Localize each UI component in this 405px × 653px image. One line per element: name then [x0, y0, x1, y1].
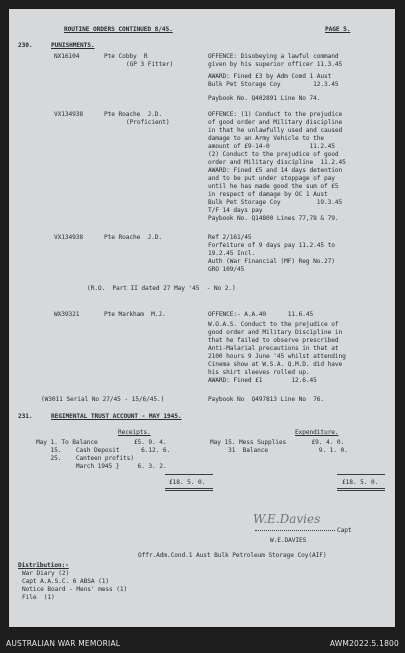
entry-4-line: Cinema show at W.S.A. Q.M.D. did have — [208, 361, 343, 368]
entry-2-line: order and Military discipline 11.2.45 — [208, 159, 346, 166]
entry-3-line: GRO 109/45 — [208, 266, 245, 273]
entry-3-line: Auth (War Financial (MF) Reg No.27) — [208, 258, 335, 265]
receipt-row: May 1. To Balance £5. 9. 4. — [36, 439, 167, 446]
section-230-number: 230. — [18, 42, 33, 49]
entry-2-line: AWARD: Fined £5 and 14 days detention — [208, 167, 343, 174]
entry-1-paybook: Paybook No. Q402891 Line No 74. — [208, 95, 321, 102]
receipt-row: March 1945 } 6. 3. 2. — [36, 463, 167, 470]
entry-4-line: good order and Military Discipline in — [208, 329, 343, 336]
expenditure-row: 31 Balance 9. 1. 0. — [210, 447, 348, 454]
distribution-heading: Distribution:- — [18, 562, 69, 569]
entry-3-line: Ref 2/161/45 — [208, 234, 252, 241]
entry-1-line: AWARD: Fined £3 by Adm Comd 1 Aust — [208, 73, 332, 80]
entry-4-line: OFFENCE:- A.A.40 11.6.45 — [208, 311, 314, 318]
entry-3-line: Forfeiture of 9 days pay 11.2.45 to — [208, 242, 335, 249]
entry-4-paybook: Paybook No Q497813 Line No 76. — [208, 396, 325, 403]
entry-2-number: VX134938 — [54, 111, 84, 118]
signature-rank: Capt — [337, 527, 352, 534]
entry-4-line: W.O.A.S. Conduct to the prejudice of — [208, 321, 339, 328]
receipt-row: 25. Canteen profits) — [36, 455, 134, 462]
distribution-item: Notice Board - Mens' mess (1) — [22, 586, 128, 593]
entry-4-name: Pte Markham M.J. — [104, 311, 166, 318]
entry-2-line: until he has made good the sum of £5 — [208, 183, 339, 190]
entry-4-number: WX39321 — [54, 311, 80, 318]
expenditure-total: £18. 5. 0. — [342, 479, 379, 486]
entry-1-name: Pte Cobby R — [104, 53, 148, 60]
entry-1-line: Bulk Pet Storage Coy 12.3.45 — [208, 81, 339, 88]
receipts-total-rule — [165, 488, 213, 491]
expenditure-heading: Expenditure. — [295, 429, 339, 436]
archive-reference: AWM2022.5.1800 — [329, 639, 399, 648]
entry-1-line: OFFENCE: Disobeying a lawful command — [208, 53, 339, 60]
distribution-item: War Diary (2) — [22, 570, 70, 577]
entry-2-line: T/F 14 days pay — [208, 207, 263, 214]
entry-2-paybook: Paybook No. Q14800 Lines 77,78 & 79. — [208, 215, 339, 222]
entry-2-trade: (Proficient) — [126, 119, 170, 126]
entry-2-line: and to be put under stoppage of pay — [208, 175, 335, 182]
document-page — [9, 9, 395, 627]
distribution-item: File (1) — [22, 594, 55, 601]
entry-4-line: that he failed to observe prescribed — [208, 337, 339, 344]
archive-footer — [0, 635, 405, 653]
entry-1-trade: (GP 3 Fitter) — [126, 61, 174, 68]
section-230-heading: PUNISHMENTS. — [51, 42, 95, 49]
signature-line — [255, 530, 335, 531]
expenditure-row: May 15. Mess Supplies £9. 4. 0. — [210, 439, 345, 446]
signature-role: Offr.Adm.Cond.1 Aust Bulk Petroleum Storage Coy(AIF) — [138, 552, 327, 559]
handwritten-signature: W.E.Davies — [253, 512, 321, 526]
section-231-number: 231. — [18, 413, 33, 420]
entry-2-line: Bulk Pet Storage Coy 19.3.45 — [208, 199, 343, 206]
entry-2-line: amount of £9-14-0 11.2.45 — [208, 143, 335, 150]
entry-4-line: Anti-Malarial precautions in that at — [208, 345, 339, 352]
expenditure-rule — [337, 474, 385, 475]
entry-2-line: (2) Conduct to the prejudice of good — [208, 151, 339, 158]
entry-3-number: VX134938 — [54, 234, 84, 241]
entry-2-line: damage to an Army Vehicle to the — [208, 135, 325, 142]
entry-1-line: given by his superior officer 11.3.45 — [208, 61, 343, 68]
distribution-item: Capt A.A.S.C. 6 ABSA (1) — [22, 578, 110, 585]
entry-3-line: 19.2.45 Incl. — [208, 250, 256, 257]
entry-2-line: in that he unlawfully used and caused — [208, 127, 343, 134]
section-231-heading: REGIMENTAL TRUST ACCOUNT - MAY 1945. — [51, 413, 182, 420]
page-number: PAGE 5. — [325, 26, 351, 33]
entry-2-line: in respect of damage by OC 1 Aust — [208, 191, 328, 198]
entry-1-number: NX16104 — [54, 53, 80, 60]
receipt-row: 15. Cash Deposit 6.12. 6. — [36, 447, 171, 454]
entry-4-line: AWARD: Fined £1 12.6.45 — [208, 377, 317, 384]
entry-4-line: his shirt sleeves rolled up. — [208, 369, 310, 376]
receipts-heading: Receipts. — [118, 429, 151, 436]
signature-name: W.E.DAVIES — [270, 537, 307, 544]
entry-4-line: 2100 hours 9 June '45 whilst attending — [208, 353, 346, 360]
ro-reference-note: (R.O. Part II dated 27 May '45 - No 2.) — [87, 285, 236, 292]
entry-3-name: Pte Roache J.D. — [104, 234, 163, 241]
expenditure-total-rule — [337, 488, 385, 491]
doc-title: ROUTINE ORDERS CONTINUED 8/45. — [64, 26, 173, 33]
receipts-rule — [165, 474, 213, 475]
entry-4-serial: (W3011 Serial No 27/45 - 15/6/45.) — [41, 396, 165, 403]
entry-2-line: OFFENCE: (1) Conduct to the prejudice — [208, 111, 343, 118]
entry-2-name: Pte Roache J.D. — [104, 111, 163, 118]
receipts-total: £18. 5. 0. — [169, 479, 206, 486]
entry-2-line: of good order and Military discipline — [208, 119, 343, 126]
archive-name: AUSTRALIAN WAR MEMORIAL — [6, 639, 121, 648]
